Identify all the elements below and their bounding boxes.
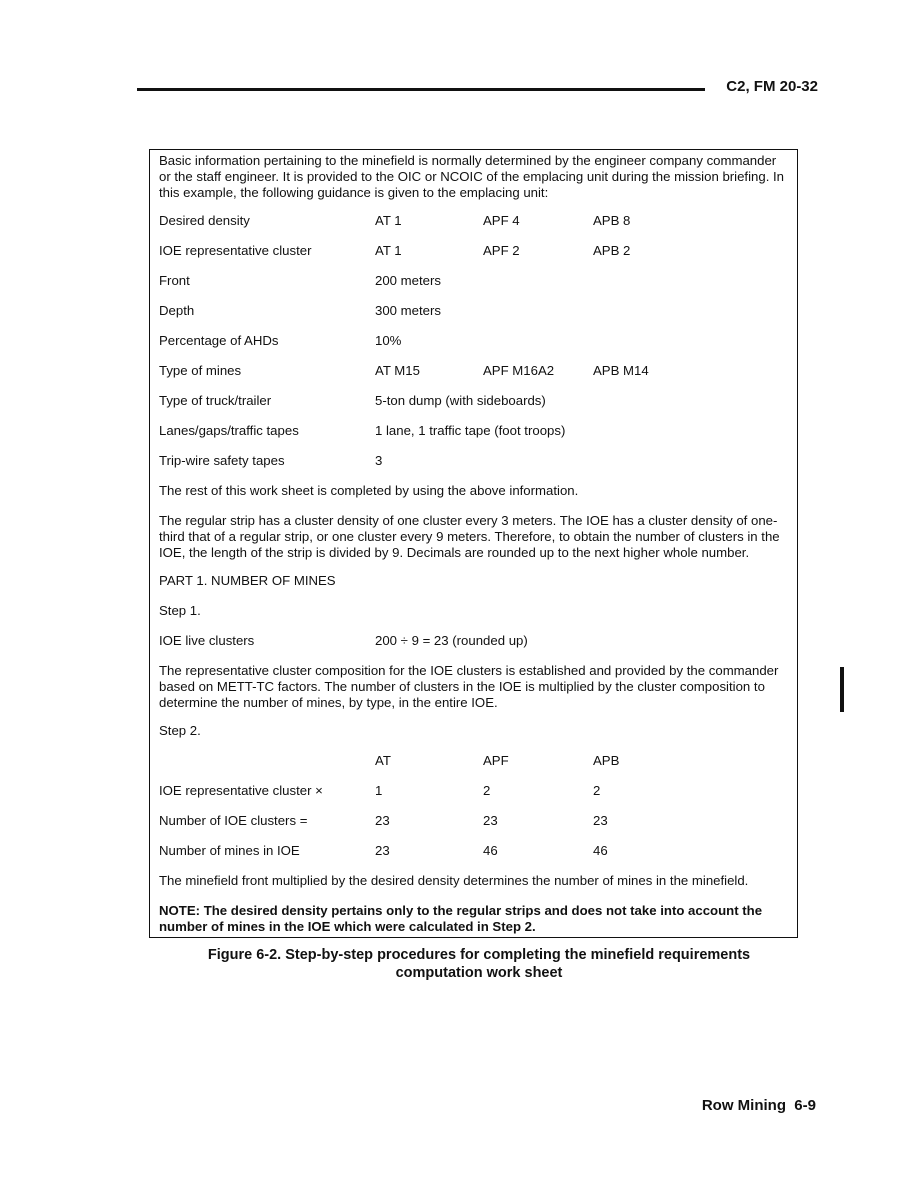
guidance-row: IOE representative cluster AT 1 APF 2 APB 2 xyxy=(159,243,631,258)
part1-heading: PART 1. NUMBER OF MINES xyxy=(159,573,336,588)
change-bar xyxy=(840,667,844,712)
caption-line-2: computation work sheet xyxy=(395,965,563,981)
note-paragraph: NOTE: The desired density pertains only to the regular strips and does not take into account the number of mines in the IOE which were calculated in Step 2. xyxy=(159,903,763,934)
composition-paragraph: The representative cluster composition for the IOE clusters is established and provided by the commander based on METT-TC factors. The number of clusters in the IOE is multiplied by the cluster composition to determine the number of mines, by type, in the entire IOE. xyxy=(159,663,779,710)
header-rule xyxy=(137,88,705,91)
front-density-paragraph: The minefield front multiplied by the desired density determines the number of mines in the minefield. xyxy=(159,873,749,888)
figure-caption xyxy=(149,946,809,982)
caption-line-1: Figure 6-2. Step-by-step procedures for completing the minefield requirements xyxy=(207,947,751,963)
header-doc-id: C2, FM 20-32 xyxy=(726,78,818,95)
ioe-live-row: IOE live clusters 200 ÷ 9 = 23 (rounded up) xyxy=(159,633,528,648)
step1-label: Step 1. xyxy=(159,603,201,618)
guidance-row: Desired density AT 1 APF 4 APB 8 xyxy=(159,213,631,228)
guidance-row: Type of mines AT M15 APF M16A2 APB M14 xyxy=(159,363,649,378)
guidance-row: Percentage of AHDs 10% xyxy=(159,333,402,348)
guidance-row: Trip-wire safety tapes 3 xyxy=(159,453,383,468)
worksheet-box xyxy=(149,149,798,938)
step2-header-row: AT APF APB xyxy=(375,753,620,768)
rest-paragraph: The rest of this work sheet is completed by using the above information. xyxy=(159,483,579,498)
step2-label: Step 2. xyxy=(159,723,201,738)
guidance-row: Lanes/gaps/traffic tapes 1 lane, 1 traffic tape (foot troops) xyxy=(159,423,566,438)
step2-row: IOE representative cluster × 1 2 2 xyxy=(159,783,601,798)
step2-row: Number of IOE clusters = 23 23 23 xyxy=(159,813,608,828)
regular-strip-paragraph: The regular strip has a cluster density of one cluster every 3 meters. The IOE has a cluster density of one-third that of a regular strip, or one cluster every 9 meters. Therefore, to obtain the number of clusters in the IOE, the length of the strip is divided by 9. Decimals are rounded up to the next higher whole number. xyxy=(159,513,780,560)
step2-row: Number of mines in IOE 23 46 46 xyxy=(159,843,608,858)
guidance-row: Type of truck/trailer 5-ton dump (with sideboards) xyxy=(159,393,546,408)
guidance-row: Depth 300 meters xyxy=(159,303,441,318)
intro-paragraph: Basic information pertaining to the minefield is normally determined by the engineer company commander or the staff engineer. It is provided to the OIC or NCOIC of the emplacing unit during the mission briefing. In this example, the following guidance is given to the emplacing unit: xyxy=(159,153,785,200)
guidance-row: Front 200 meters xyxy=(159,273,441,288)
footer-page-label: Row Mining 6-9 xyxy=(701,1097,816,1114)
